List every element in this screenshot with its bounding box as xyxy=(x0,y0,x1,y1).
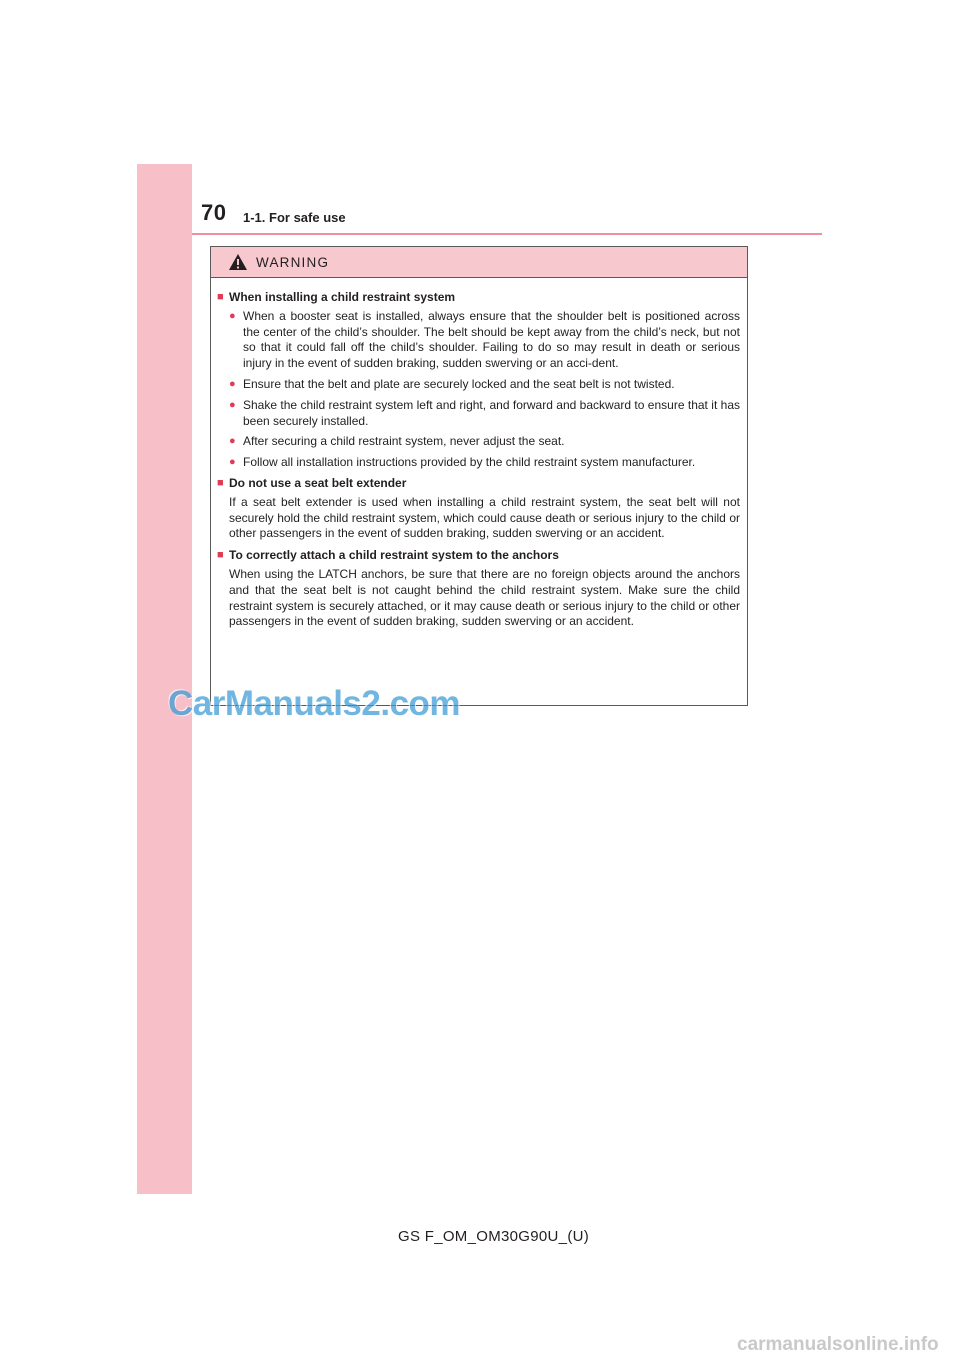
carmanuals-watermark: CarManuals2.com xyxy=(168,684,461,723)
circle-bullet-icon: ● xyxy=(229,398,236,411)
warning-body xyxy=(211,278,747,630)
section-title: 1-1. For safe use xyxy=(243,210,346,225)
section-paragraph: When using the LATCH anchors, be sure that there are no foreign objects around the anchors and that the seat belt is not caught behind the child restraint system. Make sure the child restraint system is securely attached, or it may cause death or serious injury to the child or other passengers in the event of sudden braking, sudden swerving or an accident. xyxy=(229,566,740,629)
section-heading-text: To correctly attach a child restraint system to the anchors xyxy=(229,548,559,563)
bullet-text: Follow all installation instructions provided by the child restraint system manufacturer. xyxy=(243,455,696,470)
bullet-item xyxy=(229,455,740,471)
section-heading-text: Do not use a seat belt extender xyxy=(229,475,407,490)
bullet-text: After securing a child restraint system, never adjust the seat. xyxy=(243,434,565,449)
warning-section xyxy=(217,476,740,542)
bullet-text: Ensure that the belt and plate are securely locked and the seat belt is not twisted. xyxy=(243,376,675,391)
warning-header xyxy=(211,247,747,278)
circle-bullet-icon: ● xyxy=(229,435,236,448)
document-code: GS F_OM_OM30G90U_(U) xyxy=(398,1228,590,1245)
square-bullet-icon: ■ xyxy=(217,291,224,303)
warning-section xyxy=(217,290,740,471)
section-heading xyxy=(217,476,740,492)
bullet-item xyxy=(229,398,740,430)
warning-section xyxy=(217,548,740,630)
section-heading-text: When installing a child restraint system xyxy=(229,290,456,304)
bullet-item xyxy=(229,434,740,450)
page-number: 70 xyxy=(201,200,227,225)
section-heading xyxy=(217,548,740,564)
warning-label: WARNING xyxy=(256,254,330,270)
section-paragraph: If a seat belt extender is used when installing a child restraint system, the seat belt will not securely hold the child restraint system, which could cause death or serious injury to the child or other passengers in the event of sudden braking, sudden swerving or an accident. xyxy=(229,494,740,541)
square-bullet-icon: ■ xyxy=(217,549,224,562)
bullet-text: Shake the child restraint system left and right, and forward and backward to ensure that it has been securely installed. xyxy=(243,397,740,428)
bullet-item xyxy=(229,377,740,393)
square-bullet-icon: ■ xyxy=(217,476,224,489)
section-heading xyxy=(217,290,740,306)
circle-bullet-icon: ● xyxy=(229,309,236,322)
header-divider xyxy=(192,233,822,235)
bullet-text: When a booster seat is installed, always ensure that the shoulder belt is positioned across the center of the child’s shoulder. The belt should be kept away from the child’s neck, but not so that it could fall off the child’s shoulder. Failing to do so may result in death or serious injury in the event of sudden braking, sudden swerving or an acci-dent. xyxy=(243,308,740,371)
site-watermark: carmanualsonline.info xyxy=(737,1334,939,1355)
side-color-band xyxy=(137,164,192,1194)
bullet-item xyxy=(229,309,740,372)
circle-bullet-icon: ● xyxy=(229,456,236,469)
warning-triangle-icon xyxy=(228,253,248,271)
circle-bullet-icon: ● xyxy=(229,377,236,390)
warning-box xyxy=(210,246,748,706)
